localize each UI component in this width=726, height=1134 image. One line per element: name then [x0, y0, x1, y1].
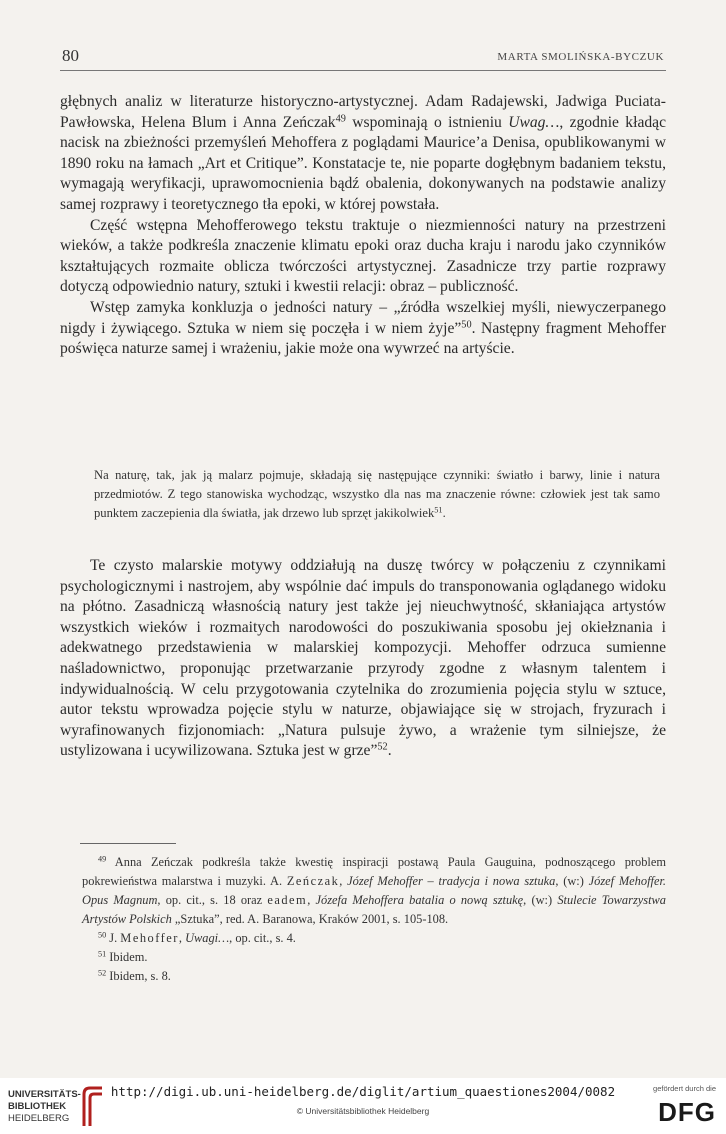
digitization-footer	[0, 1078, 726, 1134]
paragraph-2: Część wstępna Mehofferowego tekstu traktuje o niezmienności natury na przestrzeni wieków, a także podkreśla znaczenie klimatu epoki oraz ducha kraju i narodu jako czynników kształtujących rozmaite oblicza twórczości artystycznej. Zasadnicze trzy partie rozprawy dotyczą odpowiednio natury, sztuki i kwestii relacji: obraz – publiczność.	[60, 216, 666, 296]
block-quote	[94, 466, 660, 523]
footnote-ref-52[interactable]: 52	[377, 741, 388, 753]
running-header	[60, 46, 666, 71]
source-url-link[interactable]: http://digi.ub.uni-heidelberg.de/diglit/artium_quaestiones2004/0082	[110, 1084, 616, 1099]
library-name-line2: BIBLIOTHEK	[8, 1101, 67, 1112]
body-text-bottom	[60, 556, 666, 762]
footnote-49: $^{49}$ Anna Zeńczak podkreśla także kwestię inspiracji postawą Paula Gauguina, podnoszącego problem pokrewieństwa malarstwa i muzyki. A. Zeńczak, Józef Mehoffer – tradycja i nowa sztuka, (w:) Józef Mehoffer. Opus Magnum, op. cit., s. 18 oraz eadem, Józefa Mehoffera batalia o nową sztukę, (w:) Stulecie Towarzystwa Artystów Polskich „Sztuka”, red. A. Baranowa, Kraków 2001, s. 105-108.	[82, 854, 667, 926]
body-text-top	[60, 92, 666, 360]
footnote-separator	[80, 843, 176, 844]
footnote-50: $^{50}$ J. Mehoffer, Uwagi…, op. cit., s. 4.	[98, 930, 296, 945]
dfg-logo-text: DFG	[658, 1097, 716, 1127]
footnote-ref-50[interactable]: 50	[461, 318, 472, 330]
library-name-line1: UNIVERSITÄTS-	[8, 1089, 81, 1100]
page-number: 80	[62, 46, 79, 65]
title-uwagi: Uwag…	[508, 113, 560, 131]
paragraph-1: głębnych analiz w literaturze historyczno-artystycznej. Adam Radajewski, Jadwiga Puciata-Pawłowska, Helena Blum i Anna Zeńczak$^{49}$ wspominają o istnieniu Uwag…, zgodnie kładąc nacisk na zbieżności przemyśleń Mehoffera z poglądami Maurice’a Denisa, opublikowanymi w 1890 roku na łamach „Art et Critique”. Konstatacje te, nie poparte dogłębnym badaniem tekstu, wymagają weryfikacji, uprawomocnienia bądź obalenia, dokonywanych na podstawie analizy samej rozprawy i teoretycznego tła epoki, w której powstała.	[60, 93, 666, 213]
footnote-ref-51[interactable]: 51	[434, 505, 443, 515]
paragraph-4: Te czysto malarskie motywy oddziałują na duszę twórcy w połączeniu z czynnikami psychologicznymi i nastrojem, aby wspólnie dać impuls do transponowania oglądanego widoku na płótno. Zasadniczą własnością natury jest także jej nieuchwytność, skłaniająca artystów wszystkich wieków i rozmaitych narodowości do poszukiwania sposobu jej okiełznania i adekwatnego przedstawienia w malarskiej kompozycji. Mehoffer odrzuca sumienne naśladownictwo, proponując przetwarzanie przyrody zgodne z własnym talentem i indywidualnością. W celu przygotowania czytelnika do zrozumienia pojęcia stylu w sztuce, autor tekstu wprowadza pojęcie stylu w naturze, objawiające się w strojach, fryzurach i wyrafinowanych fizjonomiach: „Natura pulsuje żywo, a wrażenie tym silniejsze, że ustylizowana i ucywilizowana. Sztuka jest w grze”$^{52}$.	[60, 557, 666, 760]
footnote-51: $^{51}$ Ibidem.	[98, 949, 148, 964]
copyright-notice: © Universitätsbibliothek Heidelberg	[296, 1106, 430, 1116]
paragraph-3: Wstęp zamyka konkluzja o jedności natury – „źródła wszelkiej myśli, niewyczerpanego nigdy i żywiącego. Sztuka w niem się poczęła i w niem żyje”$^{50}$. Następny fragment Mehoffer poświęca naturze samej i wrażeniu, jakie może ona wywrzeć na artyście.	[60, 298, 666, 358]
running-head-author: MARTA SMOLIŃSKA-BYCZUK	[497, 51, 664, 63]
footnotes	[82, 853, 666, 986]
dfg-logo[interactable]	[642, 1084, 716, 1130]
dfg-caption: gefördert durch die	[653, 1084, 716, 1093]
footnote-ref-49[interactable]: 49	[335, 112, 346, 124]
library-name-line3: HEIDELBERG	[8, 1113, 70, 1124]
quote-text: Na naturę, tak, jak ją malarz pojmuje, składają się następujące czynniki: światło i barwy, linie i natura przedmiotów. Z tego stanowiska wychodząc, wszystko dla nas ma znaczenie równe: człowiek jest tak samo punktem zaczepienia dla światła, jak drzewo lub sprzęt jakikolwiek$^{51}$.	[94, 468, 660, 520]
footnote-52: $^{52}$ Ibidem, s. 8.	[98, 968, 171, 983]
